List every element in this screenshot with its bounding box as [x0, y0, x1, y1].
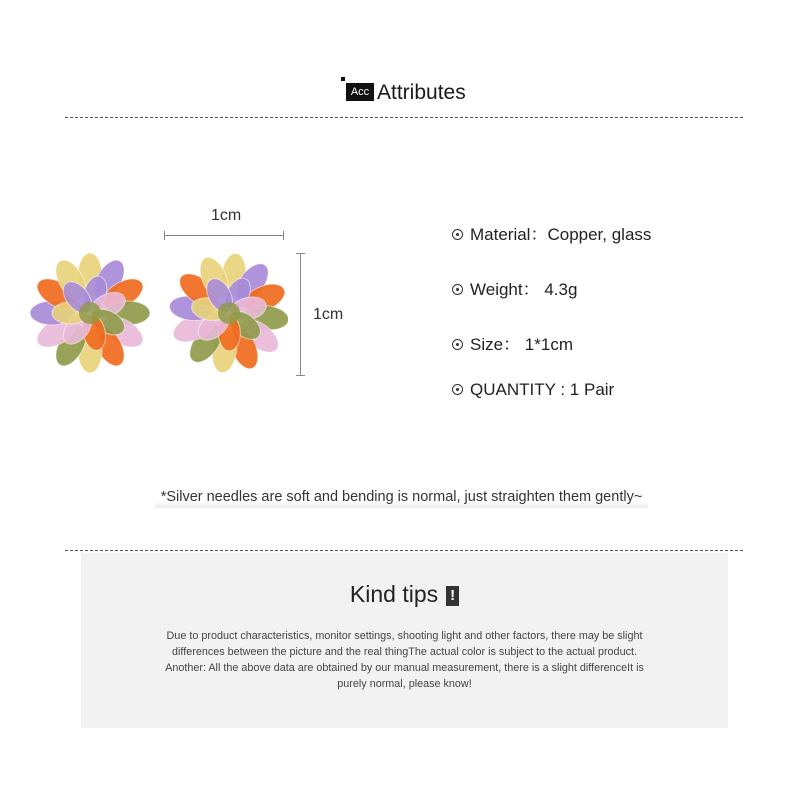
spec-size — [452, 330, 573, 355]
product-image-earrings — [28, 250, 288, 380]
header-dot — [341, 77, 345, 81]
divider-bottom — [65, 550, 743, 551]
spec-weight-text: Weight： 4.3g — [470, 280, 578, 299]
height-label: 1cm — [313, 306, 344, 323]
bullet-icon — [452, 229, 463, 240]
kind-tips-line: purely normal, please know! — [337, 678, 472, 690]
kind-tips-line: Another: All the above data are obtained by our manual measurement, there is a slight differenceIt is — [165, 662, 644, 674]
kind-tips-title-text: Kind tips — [349, 581, 439, 607]
spec-quantity — [452, 380, 614, 400]
header-badge: Acc — [346, 83, 374, 101]
height-measure-line — [300, 253, 301, 376]
spec-size-text: Size： 1*1cm — [470, 335, 573, 354]
bullet-icon — [452, 284, 463, 295]
earring-left — [30, 253, 150, 373]
earring-right — [168, 252, 288, 374]
bullet-icon — [452, 384, 463, 395]
section-title: Attributes — [377, 81, 466, 104]
width-label: 1cm — [211, 207, 242, 224]
care-note: *Silver needles are soft and bending is normal, just straighten them gently~ — [155, 486, 648, 508]
kind-tips-title — [81, 581, 728, 608]
exclamation-icon: ! — [446, 586, 459, 606]
kind-tips-line: Due to product characteristics, monitor settings, shooting light and other factors, there may be slight — [166, 630, 643, 642]
kind-tips-line: differences between the picture and the real thingThe actual color is subject to the actual product. — [172, 646, 637, 658]
spec-weight — [452, 275, 577, 300]
kind-tips-body — [121, 628, 688, 692]
kind-tips-panel — [81, 553, 728, 728]
spec-material-text: Material：Copper, glass — [470, 225, 652, 244]
spec-material — [452, 220, 651, 245]
bullet-icon — [452, 339, 463, 350]
width-measure-line — [164, 235, 284, 236]
crystal-center — [79, 302, 101, 324]
spec-quantity-text: QUANTITY : 1 Pair — [470, 380, 615, 399]
divider-top — [65, 117, 743, 118]
crystal-center — [218, 302, 240, 324]
